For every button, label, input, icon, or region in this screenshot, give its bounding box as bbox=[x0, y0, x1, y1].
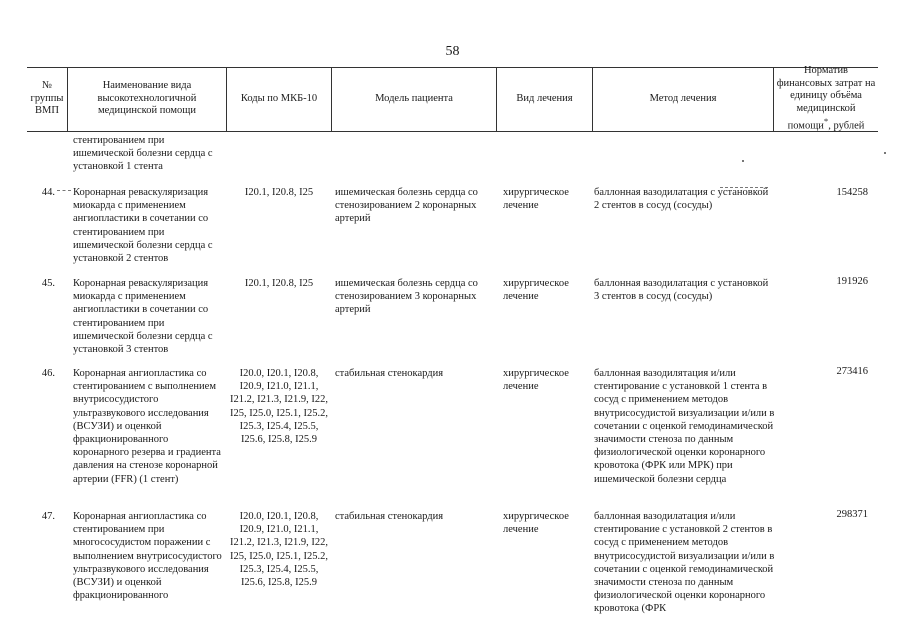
page-number: 58 bbox=[445, 44, 460, 59]
row-cost-norm: 154258 bbox=[836, 187, 868, 198]
header-treatment-type: Вид лечения bbox=[516, 92, 573, 104]
row-patient-model: ишемическая болезнь сердца со стенозированием 3 коронарных артерий bbox=[335, 278, 478, 316]
header-cost-norm-text: Норматив финансовых затрат на единицу объёма медицинской помощи bbox=[776, 65, 876, 132]
footnote-mark: * bbox=[823, 116, 829, 126]
row-cost-norm: 191926 bbox=[836, 276, 868, 287]
table-header-rule bbox=[27, 131, 878, 132]
row-patient-model: ишемическая болезнь сердца со стенозированием 2 коронарных артерий bbox=[335, 187, 478, 225]
row-care-type: Коронарная реваскуляризация миокарда с применением ангиопластики в сочетании со стентированием при ишемической болезни сердца с установкой 3 стентов bbox=[73, 278, 213, 356]
header-cost-norm bbox=[774, 65, 878, 132]
row-cost-norm: 273416 bbox=[836, 366, 868, 377]
row-icd-codes: I20.1, I20.8, I25 bbox=[244, 278, 314, 289]
row-number: 46. bbox=[41, 368, 55, 379]
row-number: 45. bbox=[41, 278, 55, 289]
row-treatment-type: хирургическое лечение bbox=[503, 511, 569, 536]
row-treatment-type: хирургическое лечение bbox=[503, 187, 569, 212]
row-number: 44. bbox=[41, 187, 55, 198]
row-care-type: Коронарная ангиопластика со стентированием при многососудистом поражении с выполнением внутрисосудистого ультразвукового исследования (ВСУЗИ) и оценкой фракционированного bbox=[73, 511, 222, 602]
row-treatment-type: хирургическое лечение bbox=[503, 278, 569, 303]
row-patient-model: стабильная стенокардия bbox=[335, 368, 444, 379]
scan-dash bbox=[57, 190, 71, 191]
row-care-type: Коронарная реваскуляризация миокарда с применением ангиопластики в сочетании со стентированием при ишемической болезни сердца с установкой 2 стентов bbox=[73, 187, 213, 265]
row-cost-norm: 298371 bbox=[836, 509, 868, 520]
header-cost-norm-unit: , рублей bbox=[828, 120, 865, 132]
header-patient-model: Модель пациента bbox=[375, 92, 453, 104]
row-patient-model: стабильная стенокардия bbox=[335, 511, 444, 522]
row-treatment-method: баллонная вазодилатация и/или стентирование с установкой 2 стентов в сосуд с применением методов внутрисосудистой визуализации и/или в сочетании с оценкой гемодинамической значимости стеноза по данным физиологической оценки коронарного кровотока (ФРК bbox=[594, 511, 775, 615]
header-group-number: № группы ВМП bbox=[30, 80, 64, 117]
row-treatment-method: баллонная вазодилатация с установкой 3 стентов в сосуд (сосуды) bbox=[594, 278, 769, 303]
row-treatment-method: баллонная вазодилатация с установкой 2 стентов в сосуд (сосуды) bbox=[594, 187, 769, 212]
header-treatment-method: Метод лечения bbox=[649, 92, 717, 104]
row-care-type: Коронарная ангиопластика со стентированием с выполнением внутрисосудистого ультразвукового исследования (ВСУЗИ) и оценкой фракционированного коронарного резерва и градиента давления на стенозе коронарной артерии (FFR) (1 стент) bbox=[73, 368, 221, 485]
column-divider bbox=[67, 67, 68, 131]
header-icd-codes: Коды по МКБ-10 bbox=[240, 92, 318, 104]
row-icd-codes: I20.1, I20.8, I25 bbox=[244, 187, 314, 198]
row-icd-codes: I20.0, I20.1, I20.8, I20.9, I21.0, I21.1, I21.2, I21.3, I21.9, I22, I25, I25.0, I25.1, I25.2, I25.3, I25.4, I25.5, I25.6, I25.8, I25.9 bbox=[230, 511, 328, 589]
row-icd-codes: I20.0, I20.1, I20.8, I20.9, I21.0, I21.1, I21.2, I21.3, I21.9, I22, I25, I25.0, I25.1, I25.2, I25.3, I25.4, I25.5, I25.6, I25.8, I25.9 bbox=[230, 368, 328, 446]
scan-speck bbox=[742, 160, 744, 162]
row-treatment-method: баллонная вазодилятация и/или стентирование с установкой 1 стента в сосуд с применением методов внутрисосудистой визуализации и/или в сочетании с оценкой гемодинамической значимости стеноза по данным физиологической оценки коронарного кровотока (ФРК или МРК) при ишемической болезни сердца bbox=[594, 368, 775, 485]
header-care-type: Наименование вида высокотехнологичной медицинской помощи bbox=[97, 80, 197, 117]
scan-speck bbox=[884, 152, 886, 154]
row-number: 47. bbox=[41, 511, 55, 522]
continued-care-type: стентированием при ишемической болезни сердца с установкой 1 стента bbox=[73, 135, 213, 173]
row-treatment-type: хирургическое лечение bbox=[503, 368, 569, 393]
